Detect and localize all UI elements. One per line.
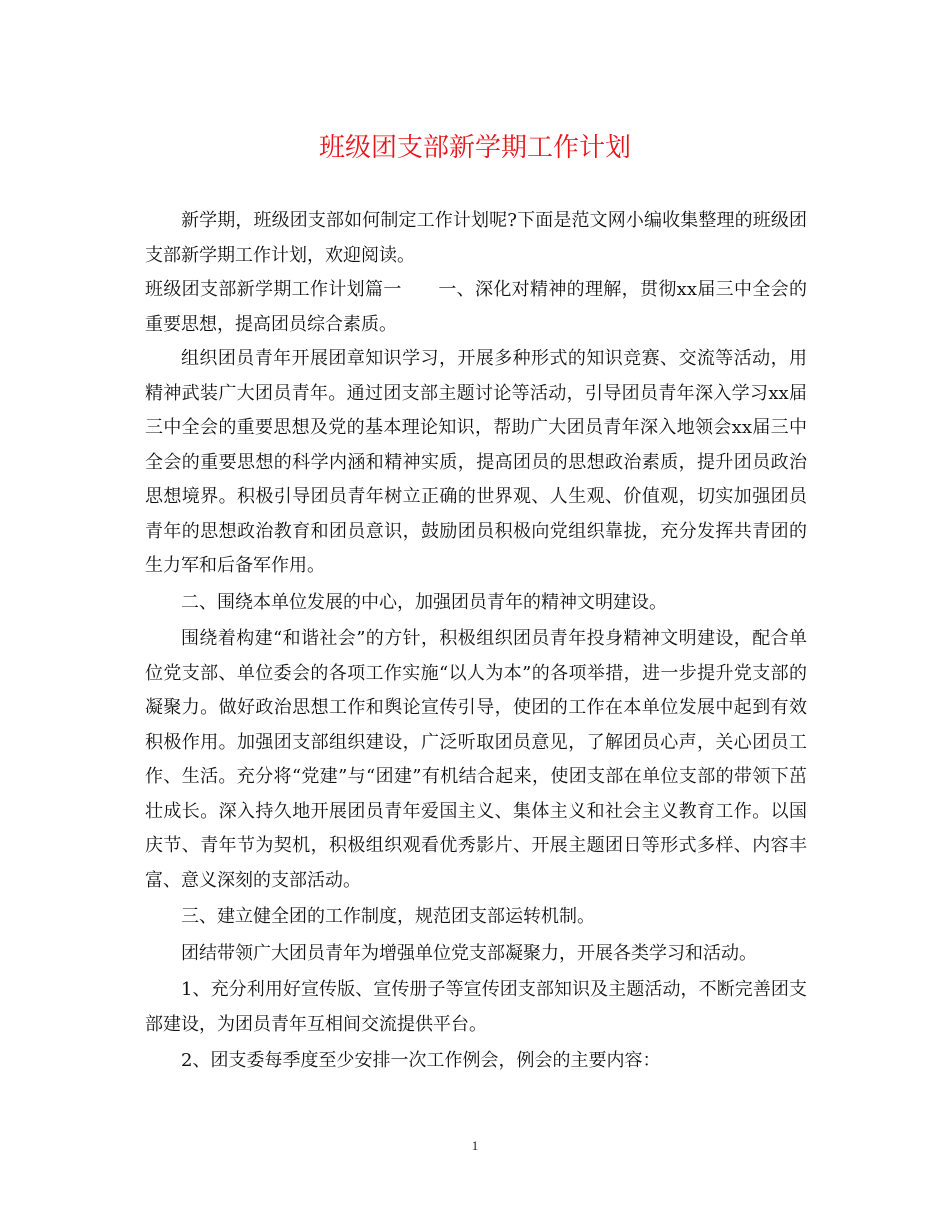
paragraph-section-3-body: 团结带领广大团员青年为增强单位党支部凝聚力，开展各类学习和活动。 [181, 942, 757, 964]
paragraph-section-3-heading: 三、建立健全团的工作制度，规范团支部运转机制。 [181, 906, 595, 927]
paragraph-section-1-heading: 班级团支部新学期工作计划篇一 一、深化对精神的理解，贯彻xx届三中全会的重要思想，提高团员综合素质。 [145, 279, 807, 335]
paragraph-section-2-heading: 二、围绕本单位发展的中心，加强团员青年的精神文明建设。 [181, 591, 667, 613]
paragraph-section-2-body: 围绕着构建“和谐社会”的方针，积极组织团员青年投身精神文明建设，配合单位党支部、单位委会的各项工作实施“以人为本”的各项举措，进一步提升党支部的凝聚力。做好政治思想工作和舆论宣传引导，使团的工作在本单位发展中起到有效积极作用。加强团支部组织建设，广泛听取团员意见，了解团员心声，关心团员工作、生活。充分将“党建”与“团建”有机结合起来，使团支部在单位支部的带领下茁壮成长。深入持久地开展团员青年爱国主义、集体主义和社会主义教育工作。以国庆节、青年节为契机，积极组织观看优秀影片、开展主题团日等形式多样、内容丰富、意义深刻的支部活动。 [145, 628, 807, 891]
page-number: 1 [471, 1138, 479, 1153]
paragraph-item-1: 1、充分利用好宣传版、宣传册子等宣传团支部知识及主题活动，不断完善团支部建设，为团员青年互相间交流提供平台。 [145, 979, 807, 1035]
document-title: 班级团支部新学期工作计划 [318, 133, 631, 163]
paragraph-item-2: 2、团支委每季度至少安排一次工作例会，例会的主要内容： [181, 1050, 661, 1071]
paragraph-section-1-body: 组织团员青年开展团章知识学习，开展多种形式的知识竞赛、交流等活动，用精神武装广大团员青年。通过团支部主题讨论等活动，引导团员青年深入学习xx届三中全会的重要思想及党的基本理论知识，帮助广大团员青年深入地领会xx届三中全会的重要思想的科学内涵和精神实质，提高团员的思想政治素质，提升团员政治思想境界。积极引导团员青年树立正确的世界观、人生观、价值观，切实加强团员青年的思想政治教育和团员意识，鼓励团员积极向党组织靠拢，充分发挥共青团的生力军和后备军作用。 [145, 348, 807, 576]
paragraph-intro: 新学期，班级团支部如何制定工作计划呢?下面是范文网小编收集整理的班级团支部新学期工作计划，欢迎阅读。 [145, 210, 807, 266]
document-body [145, 204, 807, 1079]
